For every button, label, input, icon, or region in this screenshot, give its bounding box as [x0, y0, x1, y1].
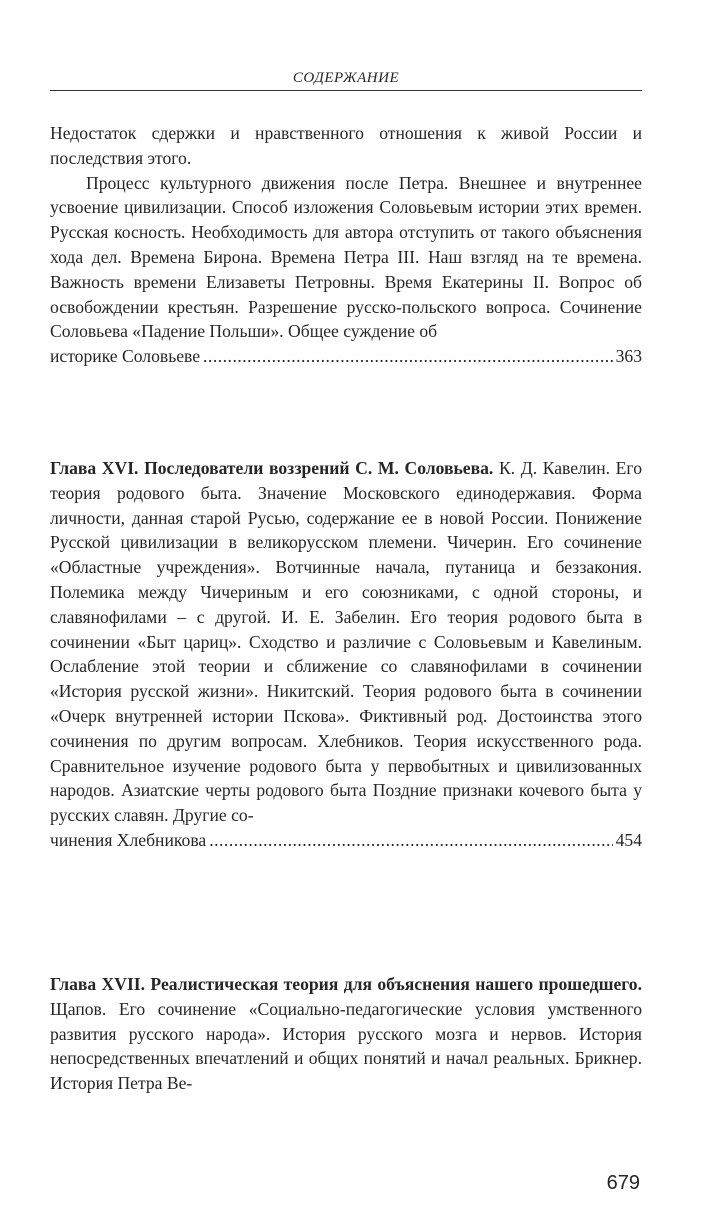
toc-entry-chapter-16: [50, 456, 642, 853]
chapter-summary: К. Д. Кавелин. Его теория родового быта. Значение Московского единодержавия. Форма личности, данная старой Русью, содержание ее в новой России. Понижение Русской цивилизации в великорусском племени. Чичерин. Его сочинение «Областные учреждения». Вотчинные начала, путаница и беззакония. Полемика между Чичериным и его союзниками, с одной стороны, и славянофилами – с другой. И. Е. Забелин. Его теория родового быта в сочинении «Быт цариц». Сходство и различие с Соловьевым и Кавелиным. Ослабление этой теории и сближение со славянофилами в сочинении «История русской жизни». Никитский. Теория родового быта в сочинении «Очерк внутренней истории Пскова». Фиктивный род. Достоинства этого сочинения по другим вопросам. Хлебников. Теория искусственного рода. Сравнительное изучение родового быта у первобытных и цивилизованных народов. Азиатские черты родового быта Поздние признаки кочевого быта у русских славян. Другие со-: [50, 458, 642, 826]
toc-page-number: 363: [615, 346, 642, 367]
toc-entry-continuation: [50, 121, 642, 369]
dot-leader: [209, 828, 612, 853]
chapter-paragraph: [50, 972, 642, 1096]
chapter-summary: Щапов. Его сочинение «Социально-педагогические условия умственного развития русского народа». История русского мозга и нервов. История непосредственных впечатлений и общих понятий и начал реальных. Брикнер. История Петра Ве-: [50, 998, 642, 1094]
page-number: 679: [606, 1172, 640, 1194]
toc-entry-text: историке Соловьеве: [50, 346, 201, 367]
dot-leader: [203, 344, 613, 369]
toc-entry-text: чинения Хлебникова: [50, 829, 207, 850]
chapter-title: Глава XVI. Последователи воззрений С. М. Соловьева.: [50, 458, 494, 478]
chapter-paragraph: [50, 456, 642, 828]
toc-paragraph: Недостаток сдержки и нравственного отношения к живой России и последствия этого.: [50, 123, 642, 168]
toc-entry-line: [50, 344, 642, 369]
chapter-title: Глава XVII. Реалистическая теория для объяснения нашего прошедшего.: [50, 974, 642, 994]
toc-paragraph: Процесс культурного движения после Петра. Внешнее и внутреннее усвоение цивилизации. Способ изложения Соловьевым истории этих времен. Русская косность. Необходимость для автора отступить от такого объяснения хода дел. Времена Бирона. Времена Петра III. Наш взгляд на те времена. Важность времени Елизаветы Петровны. Время Екатерины II. Вопрос об освобождении крестьян. Разрешение русско-польского вопроса. Сочинение Соловьева «Падение Польши». Общее суждение об: [50, 172, 642, 342]
toc-entry-chapter-17: [50, 972, 642, 1096]
toc-page-number: 454: [615, 829, 642, 850]
running-header: СОДЕРЖАНИЕ: [50, 70, 642, 91]
toc-entry-line: [50, 828, 642, 853]
